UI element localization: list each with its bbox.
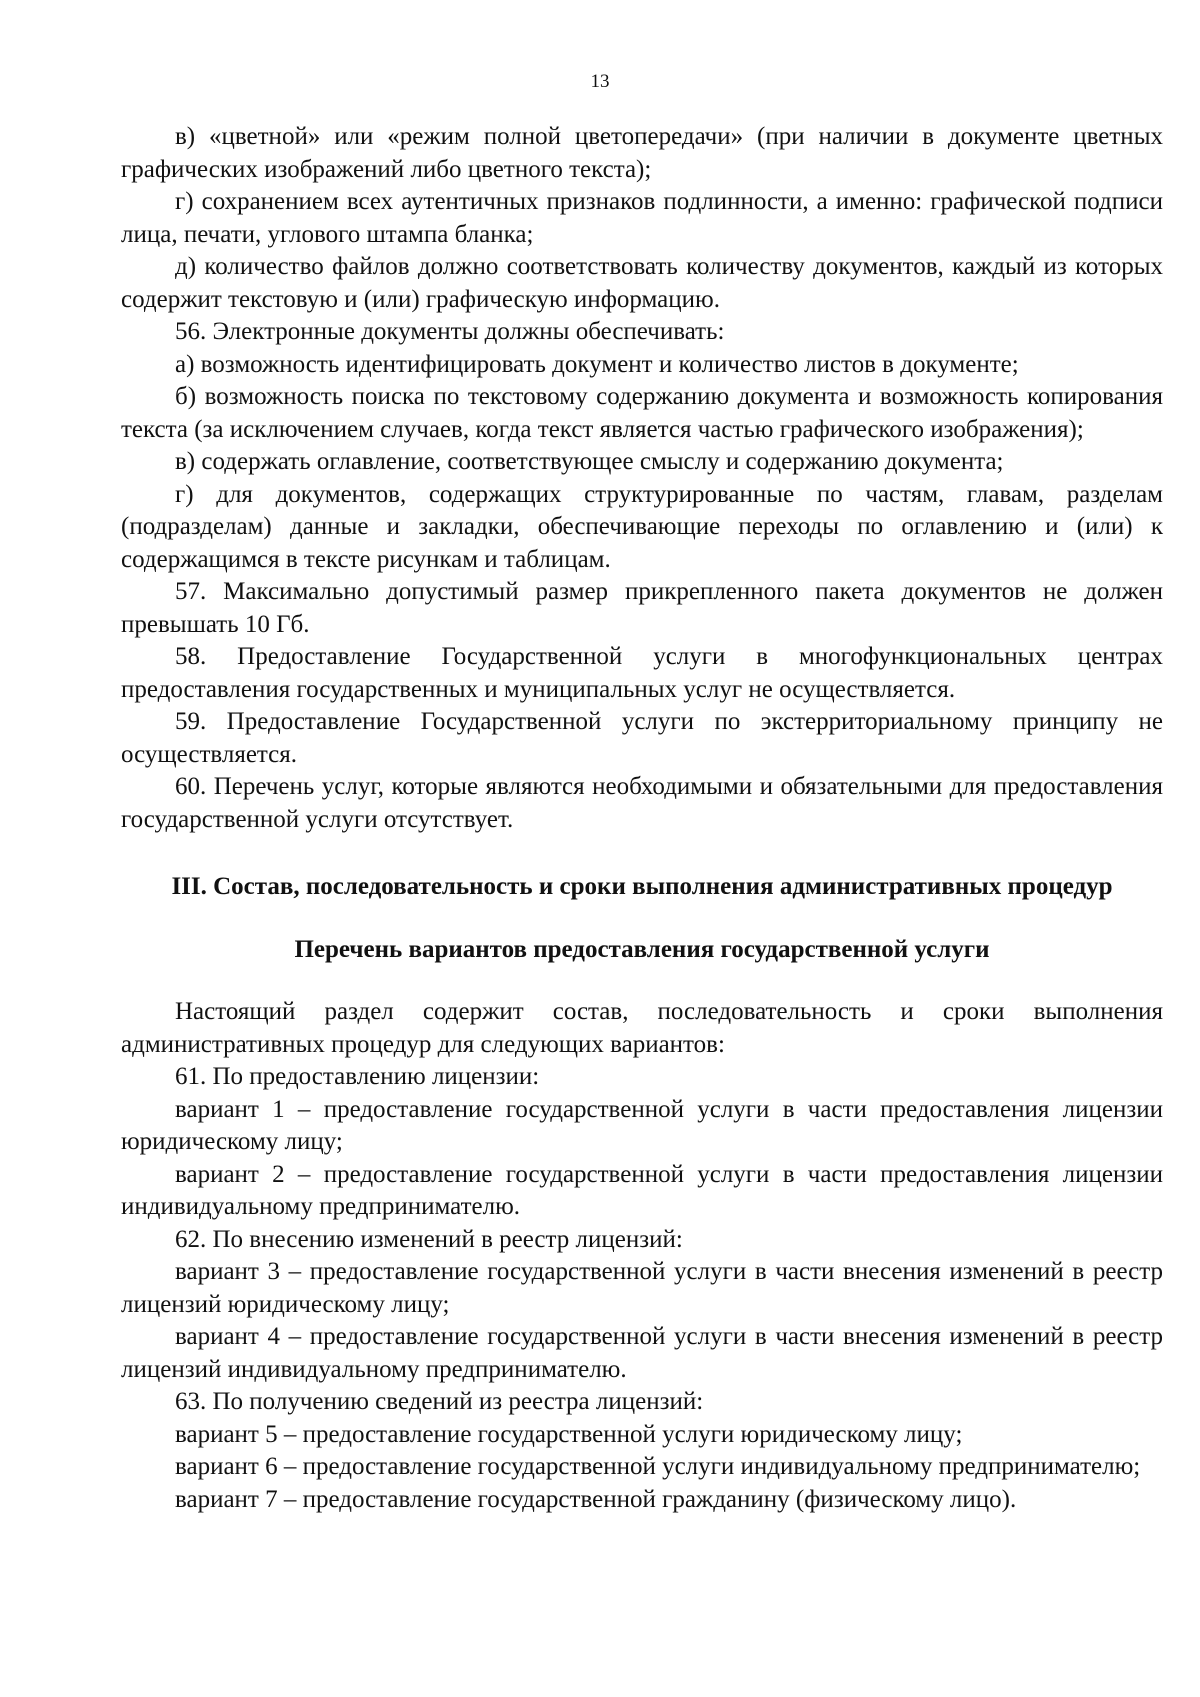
section-heading: III. Состав, последовательность и сроки выполнения административных процедур xyxy=(171,873,1113,900)
page-number: 13 xyxy=(590,71,610,92)
paragraph-55v: в) «цветной» или «режим полной цветопередачи» (при наличии в документе цветных графических изображений либо цветного текста); xyxy=(121,123,1163,183)
document-body xyxy=(121,121,1163,1516)
paragraph-62: 62. По внесению изменений в реестр лицензий: xyxy=(175,1225,683,1253)
paragraph-56g: г) для документов, содержащих структурированные по частям, главам, разделам (подразделам) данные и закладки, обеспечивающие переходы по оглавлению и (или) к содержащимся в тексте рисункам и таблицам. xyxy=(121,480,1163,573)
paragraph-variant-6: вариант 6 – предоставление государственной услуги индивидуальному предпринимателю; xyxy=(175,1453,1141,1480)
paragraph-variant-7: вариант 7 – предоставление государственной гражданину (физическому лицо). xyxy=(175,1485,1017,1513)
paragraph-56v: в) содержать оглавление, соответствующее смыслу и содержанию документа; xyxy=(175,448,1004,475)
paragraph-variant-3: вариант 3 – предоставление государственной услуги в части внесения изменений в реестр лицензий юридическому лицу; xyxy=(121,1258,1163,1318)
paragraph-56: 56. Электронные документы должны обеспечивать: xyxy=(175,318,725,345)
paragraph-variant-2: вариант 2 – предоставление государственной услуги в части предоставления лицензии индивидуальному предпринимателю. xyxy=(121,1160,1163,1220)
paragraph-intro: Настоящий раздел содержит состав, последовательность и сроки выполнения административных процедур для следующих вариантов: xyxy=(121,998,1163,1058)
paragraph-61: 61. По предоставлению лицензии: xyxy=(175,1063,540,1090)
paragraph-variant-1: вариант 1 – предоставление государственной услуги в части предоставления лицензии юридическому лицу; xyxy=(121,1095,1163,1155)
paragraph-55d: д) количество файлов должно соответствовать количеству документов, каждый из которых содержит текстовую и (или) графическую информацию. xyxy=(121,253,1163,313)
paragraph-variant-4: вариант 4 – предоставление государственной услуги в части внесения изменений в реестр лицензий индивидуальному предпринимателю. xyxy=(121,1323,1163,1383)
paragraph-56b: б) возможность поиска по текстовому содержанию документа и возможность копирования текста (за исключением случаев, когда текст является частью графического изображения); xyxy=(121,383,1163,443)
paragraph-60: 60. Перечень услуг, которые являются необходимыми и обязательными для предоставления государственной услуги отсутствует. xyxy=(121,773,1163,833)
paragraph-56a: а) возможность идентифицировать документ и количество листов в документе; xyxy=(175,350,1019,378)
paragraph-55g: г) сохранением всех аутентичных признаков подлинности, а именно: графической подписи лица, печати, углового штампа бланка; xyxy=(121,188,1163,248)
paragraph-57: 57. Максимально допустимый размер прикрепленного пакета документов не должен превышать 10 Гб. xyxy=(121,578,1163,638)
paragraph-variant-5: вариант 5 – предоставление государственной услуги юридическому лицу; xyxy=(175,1420,963,1448)
paragraph-58: 58. Предоставление Государственной услуги в многофункциональных центрах предоставления государственных и муниципальных услуг не осуществляется. xyxy=(121,643,1163,703)
paragraph-63: 63. По получению сведений из реестра лицензий: xyxy=(175,1388,704,1415)
paragraph-59: 59. Предоставление Государственной услуги по экстерриториальному принципу не осуществляется. xyxy=(121,708,1163,768)
subsection-heading: Перечень вариантов предоставления государственной услуги xyxy=(294,936,990,963)
